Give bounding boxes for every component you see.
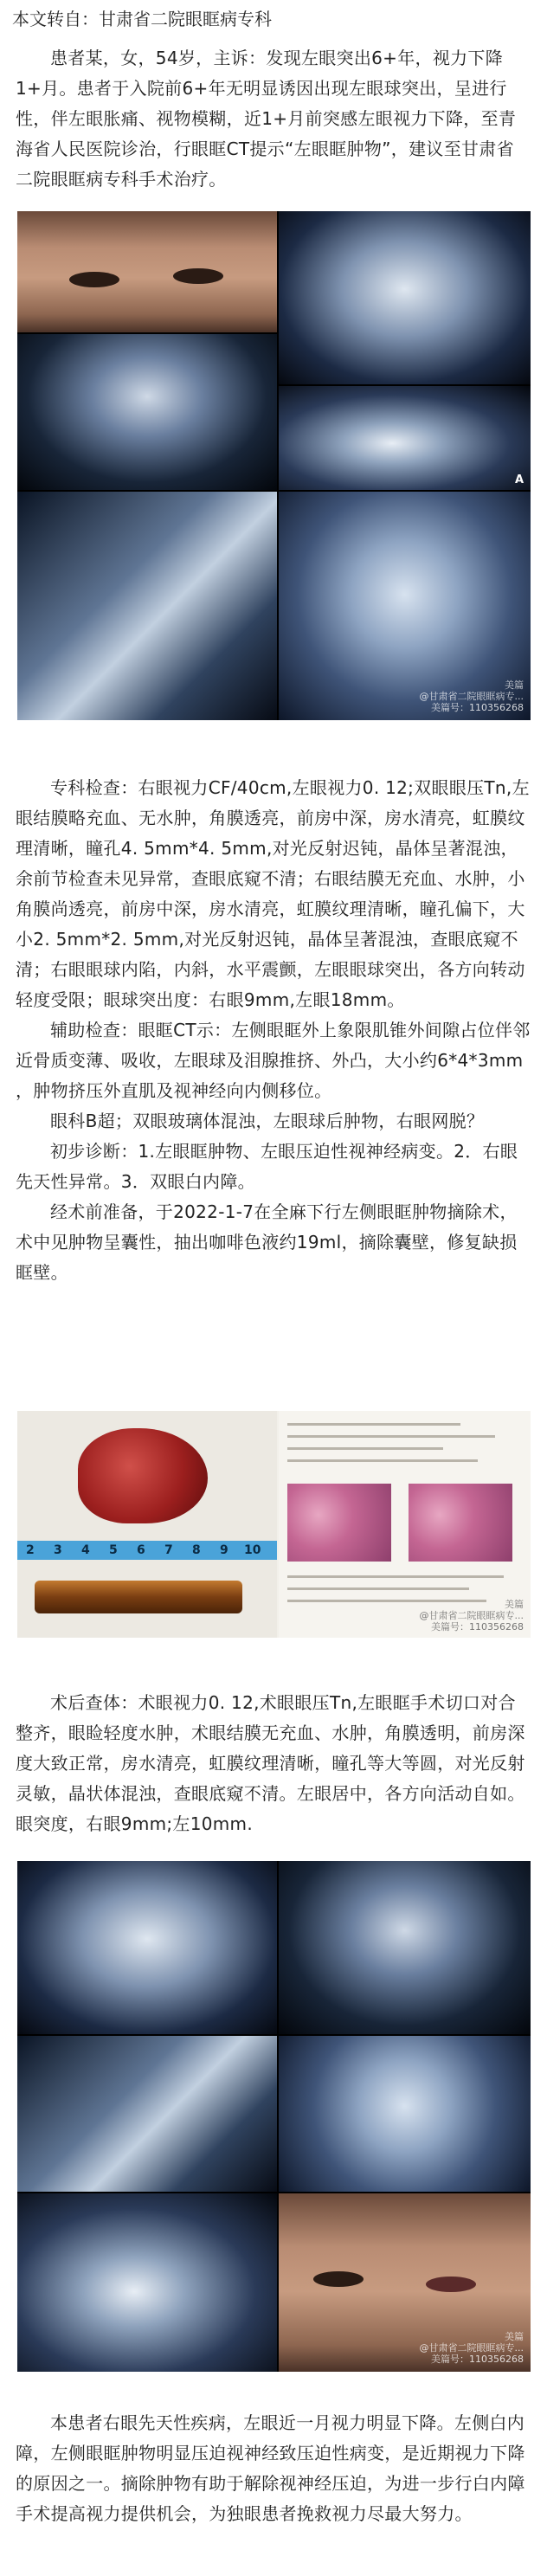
exam-paragraph: 专科检查：右眼视力CF/40cm,左眼视力0. 12;双眼眼压Tn,左眼结膜略充血、无水肿，角膜透亮，前房中深，房水清亮，虹膜纹理清晰，瞳孔4. 5mm*4. 5mm,对光反射迟钝，晶体呈著混浊，余前节检查未见异常，查眼底窥不清；右眼结膜无充血、水肿，小角膜尚透亮，前房中深，房水清亮，虹膜纹理清晰，瞳孔偏下，大小2. 5mm*2. 5mm,对光反射迟钝，晶体呈著混浊，查眼底窥不清；右眼眼球内陷，内斜，水平震颤，左眼眼球突出，各方向转动轻度受限；眼球突出度：右眼9mm,左眼18mm。 <box>16 777 530 1010</box>
histology-image-1 <box>287 1484 391 1562</box>
tumor-specimen <box>78 1428 208 1523</box>
watermark-1: 美篇 @甘肃省二院眼眶病专... 美篇号：110356268 <box>419 679 524 713</box>
diagnosis-paragraph: 初步诊断：1.左眼眶肿物、左眼压迫性视神经病变。2．右眼先天性异常。3．双眼白内障。 <box>16 1141 518 1192</box>
postop-ct-axial <box>17 1861 277 2034</box>
postop-3d-reconstruction <box>279 2036 531 2192</box>
case-paragraph-block <box>16 43 531 195</box>
postop-ct-sagittal <box>17 2036 277 2192</box>
postop-paragraph-block <box>16 1688 531 1839</box>
ct-coronal-image-1 <box>17 334 277 490</box>
ct-axial-image <box>279 211 531 384</box>
patient-face-photo <box>17 211 277 332</box>
aux-paragraph: 辅助检查：眼眶CT示：左侧眼眶外上象限肌锥外间隙占位伴邻近骨质变薄、吸收，左眼球及泪腺推挤、外凸，大小约6*4*3mm ，肿物挤压外直肌及视神经向内侧移位。 <box>16 1020 531 1101</box>
ct-3d-reconstruction <box>279 492 531 720</box>
figure-label-a: A <box>514 473 524 486</box>
postop-image-collage <box>17 1861 531 2372</box>
pathology-report <box>279 1411 531 1638</box>
exam-paragraph-block <box>16 773 531 1288</box>
postop-paragraph: 术后查体：术眼视力0. 12,术眼眼压Tn,左眼眶手术切口对合整齐，眼睑轻度水肿，术眼结膜无充血、水肿，角膜透明，前房深度大致正常，房水清亮，虹膜纹理清晰，瞳孔等大等圆，对光反射灵敏，晶状体混浊，查眼底窥不清。左眼居中，各方向活动自如。眼突度，右眼9mm;左10mm. <box>16 1692 525 1834</box>
conclusion-paragraph: 本患者右眼先天性疾病，左眼近一月视力明显下降。左侧白内障，左侧眼眶肿物明显压迫视神经致压迫性病变，是近期视力下降的原因之一。摘除肿物有助于解除视神经压迫，为进一步行白内障手术提高视力提供机会，为独眼患者挽救视力尽最大努力。 <box>16 2412 525 2524</box>
syringe-with-fluid <box>35 1581 242 1613</box>
conclusion-paragraph-block <box>16 2408 531 2529</box>
preop-image-collage <box>17 211 531 720</box>
case-paragraph: 患者某，女，54岁，主诉：发现左眼突出6+年，视力下降1+月。患者于入院前6+年无明显诱因出现左眼球突出，呈进行性，伴左眼胀痛、视物模糊，近1+月前突感左眼视力下降，至青海省人民医院诊治，行眼眶CT提示“左眼眶肿物”，建议至甘肃省二院眼眶病专科手术治疗。 <box>16 48 517 190</box>
watermark-3: 美篇 @甘肃省二院眼眶病专... 美篇号：110356268 <box>419 2331 524 2365</box>
watermark-2: 美篇 @甘肃省二院眼眶病专... 美篇号：110356268 <box>419 1599 524 1633</box>
source-header: 本文转自：甘肃省二院眼眶病专科 <box>12 9 272 29</box>
ct-coronal-image-2 <box>279 386 531 490</box>
postop-ct-coronal <box>279 1861 531 2034</box>
ct-sagittal-image <box>17 492 277 720</box>
bscan-paragraph: 眼科B超；双眼玻璃体混浊，左眼球后肿物，右眼网脱？ <box>50 1111 485 1131</box>
postop-face-photo <box>279 2193 531 2372</box>
postop-ct-coronal-2 <box>17 2193 277 2372</box>
specimen-photo <box>17 1411 277 1638</box>
specimen-image-collage <box>17 1411 531 1638</box>
surgery-paragraph: 经术前准备，于2022-1-7在全麻下行左侧眼眶肿物摘除术，术中见肿物呈囊性，抽出咖啡色液约19ml，摘除囊壁，修复缺损眶壁。 <box>16 1201 518 1283</box>
measuring-ruler: 2 3 4 5 6 7 8 9 10 <box>17 1541 277 1560</box>
histology-image-2 <box>409 1484 512 1562</box>
